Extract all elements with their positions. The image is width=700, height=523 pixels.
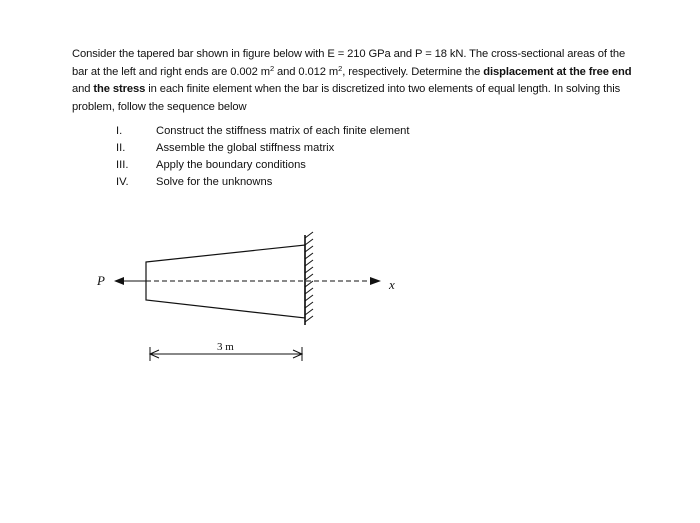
bold-displacement: displacement at the free end	[483, 65, 632, 78]
axis-arrowhead	[370, 277, 381, 285]
bold-stress: the stress	[93, 83, 146, 96]
step-number: I.	[116, 125, 123, 137]
superscript-1: 2	[269, 63, 275, 73]
step-number: III.	[116, 159, 129, 171]
length-label: 3 m	[217, 341, 234, 353]
problem-text-2: and 0.012 m	[274, 65, 339, 78]
problem-text-4: and	[72, 83, 94, 96]
load-label: P	[97, 273, 105, 288]
load-arrowhead	[114, 277, 124, 285]
step-text: Solve for the unknowns	[156, 176, 273, 188]
problem-text-1: Consider the tapered bar shown in figure below with E = 210 GPa and P = 18 kN. The cross-sectional areas of the bar at the left and right ends are 0.002 m	[72, 48, 626, 78]
problem-text-3: , respectively. Determine the	[342, 65, 484, 78]
step-number: IV.	[116, 176, 129, 188]
wall-hatching	[305, 232, 313, 322]
tapered-bar	[146, 245, 305, 318]
step-text: Assemble the global stiffness matrix	[156, 142, 335, 154]
step-number: II.	[116, 142, 126, 154]
problem-text-5: in each finite element when the bar is discretized into two elements of equal length. In solving this problem, follow the sequence below	[72, 83, 621, 113]
axis-label: x	[389, 277, 395, 292]
superscript-2: 2	[338, 63, 343, 73]
step-text: Apply the boundary conditions	[156, 159, 306, 171]
step-text: Construct the stiffness matrix of each finite element	[156, 125, 410, 137]
